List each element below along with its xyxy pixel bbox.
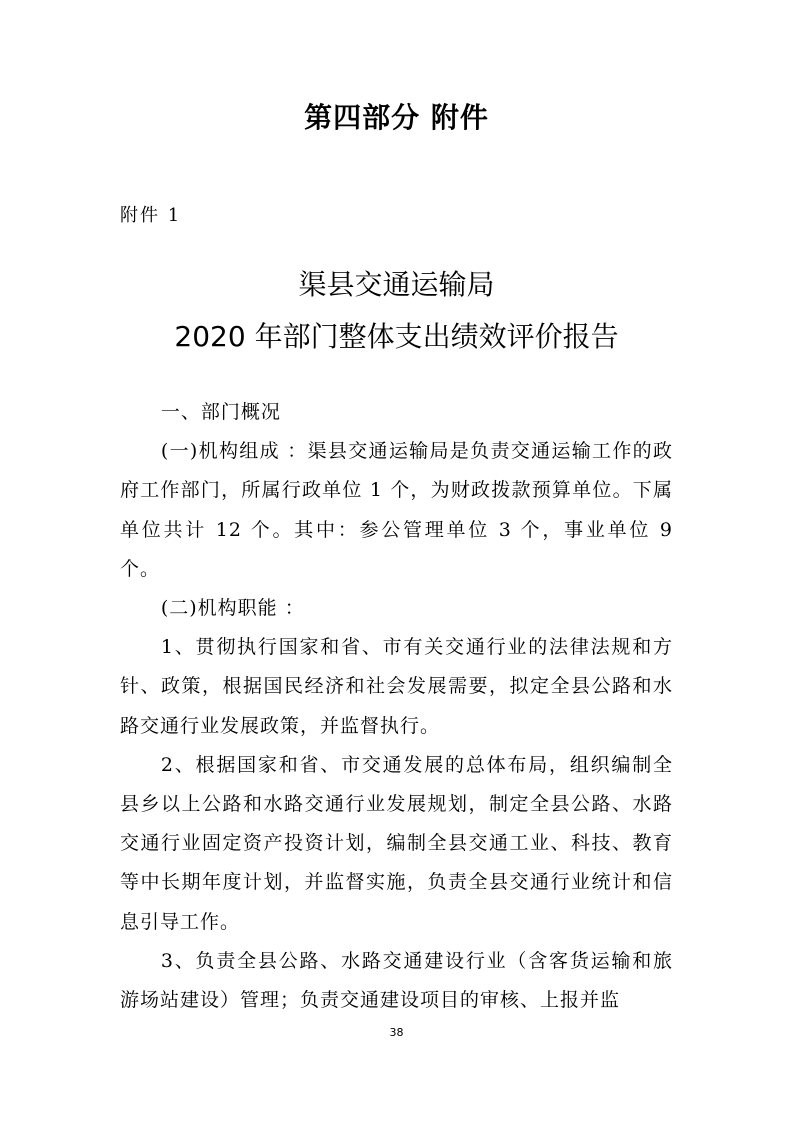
paragraph-function-2: 2、根据国家和省、市交通发展的总体布局，组织编制全县乡以上公路和水路交通行业发展规划，制定全县公路、水路交通行业固定资产投资计划，编制全县交通工业、科技、教育等中长期年度计划，并监督实施，负责全县交通行业统计和信息引导工作。 (120, 753, 673, 933)
annex-label: 附件 1 (120, 205, 182, 226)
section-heading-department-overview: 一、部门概况 (160, 401, 281, 423)
page-number: 38 (389, 1026, 404, 1039)
report-title-line2: 2020 年部门整体支出绩效评价报告 (174, 320, 619, 353)
subsection-heading-functions: (二)机构职能 ： (160, 597, 305, 620)
report-body (120, 393, 673, 1020)
report-title-line1: 渠县交通运输局 (298, 268, 495, 301)
paragraph-function-1: 1、贯彻执行国家和省、市有关交通行业的法律法规和方针、政策，根据国民经济和社会发展需要，拟定全县公路和水路交通行业发展政策，并监督执行。 (120, 636, 673, 737)
paragraph-organization-composition: (一)机构组成 ：渠县交通运输局是负责交通运输工作的政府工作部门，所属行政单位 1 个，为财政拨款预算单位。下属单位共计 12 个。其中：参公管理单位 3 个，事业单位 9 个。 (120, 440, 673, 580)
part-title: 第四部分 附件 (304, 101, 489, 134)
paragraph-function-3: 3、负责全县公路、水路交通建设行业（含客货运输和旅游场站建设）管理；负责交通建设项目的审核、上报并监 (120, 949, 673, 1012)
